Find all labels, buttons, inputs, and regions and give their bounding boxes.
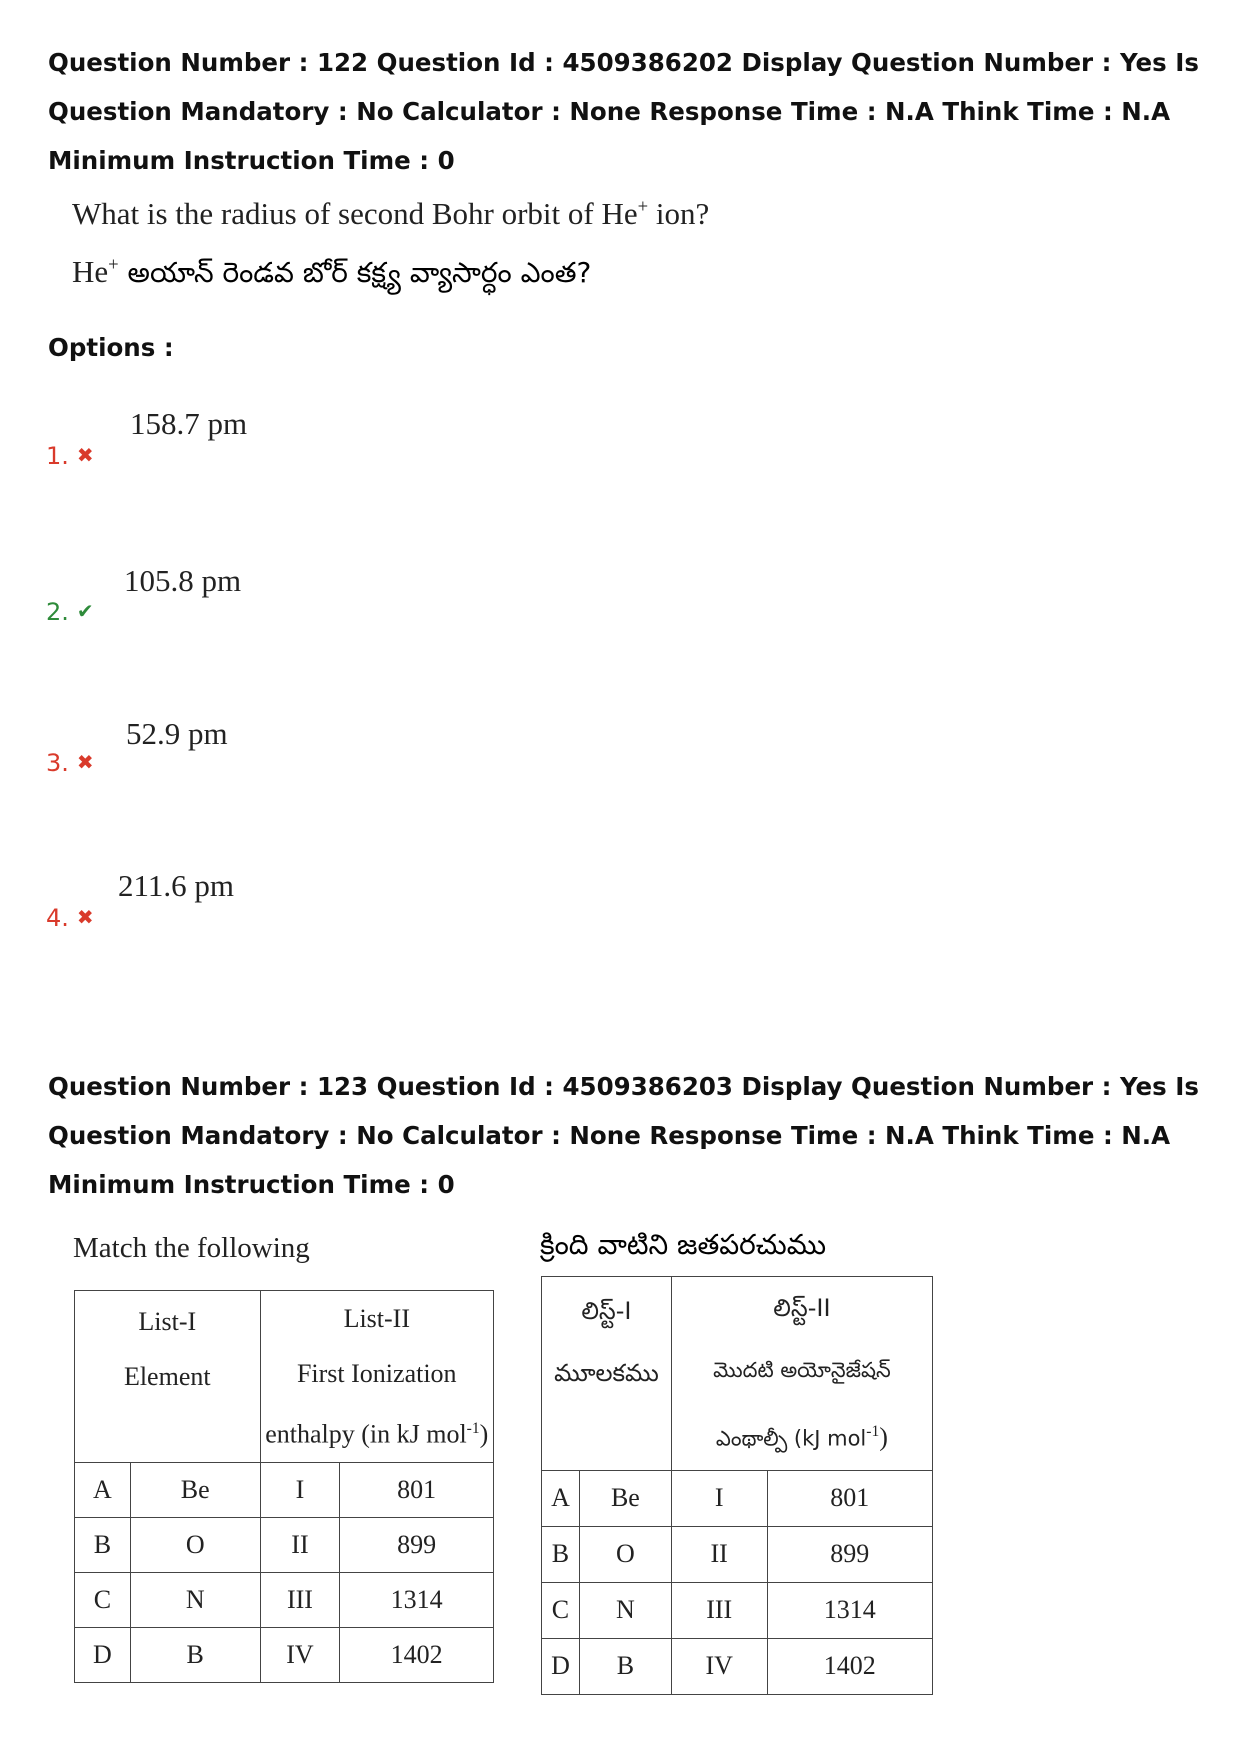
question-text-part: What is the radius of second Bohr orbit of He — [72, 196, 638, 231]
option-item — [46, 749, 94, 777]
option-item — [46, 904, 94, 932]
header-sublabel: మొదటి అయోనైజేషన్ — [713, 1358, 891, 1382]
option-text: 105.8 pm — [124, 563, 242, 598]
table-row — [75, 1517, 494, 1572]
table-header-list-2 — [671, 1277, 932, 1471]
cell-element: Be — [130, 1462, 260, 1517]
superscript: -1 — [466, 1420, 480, 1437]
unit-text: ) — [479, 1419, 489, 1449]
table-row — [542, 1638, 933, 1694]
unit-text: enthalpy (in kJ mol — [265, 1419, 467, 1449]
table-header-list-1 — [542, 1277, 672, 1471]
cell-list2-label: I — [671, 1470, 767, 1526]
question-text-part: ion? — [648, 196, 710, 231]
header-unit — [672, 1401, 932, 1470]
cell-list2-label: II — [671, 1526, 767, 1582]
match-caption-telugu: క్రింది వాటిని జతపరచుము — [540, 1228, 827, 1261]
option-number: 1. — [46, 442, 69, 470]
header-label: లిస్ట్-II — [773, 1294, 831, 1322]
cell-element: N — [579, 1582, 671, 1638]
option-text: 211.6 pm — [118, 868, 234, 903]
cell-list2-label: I — [260, 1462, 340, 1517]
option-number: 4. — [46, 904, 69, 932]
table-row — [75, 1627, 494, 1682]
cell-value: 1314 — [767, 1582, 932, 1638]
option-item — [46, 442, 94, 470]
header-sublabel: First Ionization — [296, 1359, 457, 1388]
cross-icon: ✖ — [76, 443, 94, 467]
header-unit — [261, 1401, 493, 1462]
table-row — [542, 1526, 933, 1582]
table-row — [542, 1470, 933, 1526]
question-text-part: అయాన్ రెండవ బోర్ కక్ష్య వ్యాసార్ధం ఎంత? — [118, 256, 592, 289]
cell-element: B — [130, 1627, 260, 1682]
superscript: + — [108, 254, 119, 276]
superscript: -1 — [866, 1423, 880, 1440]
cell-value: 899 — [340, 1517, 494, 1572]
cell-list1-label: B — [75, 1517, 131, 1572]
cell-value: 1402 — [340, 1627, 494, 1682]
cell-list1-label: D — [542, 1638, 580, 1694]
cell-value: 801 — [767, 1470, 932, 1526]
cell-list2-label: III — [671, 1582, 767, 1638]
cross-icon: ✖ — [76, 905, 94, 929]
cell-element: N — [130, 1572, 260, 1627]
superscript: + — [637, 196, 649, 218]
header-label: లిస్ట్-I — [581, 1297, 632, 1326]
option-number: 3. — [46, 749, 69, 777]
cell-list1-label: C — [75, 1572, 131, 1627]
header-label: List-II — [343, 1304, 410, 1333]
option-text: 158.7 pm — [130, 406, 248, 441]
match-caption-english: Match the following — [73, 1232, 310, 1264]
cell-element: O — [130, 1517, 260, 1572]
cell-element: Be — [579, 1470, 671, 1526]
cell-value: 801 — [340, 1462, 494, 1517]
cell-value: 1314 — [340, 1572, 494, 1627]
question-text-english — [72, 196, 709, 232]
cell-list2-label: IV — [260, 1627, 340, 1682]
header-label: List-I — [138, 1306, 197, 1336]
table-row — [75, 1572, 494, 1627]
table-header-list-2 — [260, 1291, 493, 1463]
header-sublabel: మూలకము — [554, 1359, 659, 1388]
header-sublabel: Element — [123, 1361, 211, 1391]
cross-icon: ✖ — [76, 750, 94, 774]
option-item — [46, 598, 94, 626]
cell-list1-label: A — [75, 1462, 131, 1517]
match-table-telugu — [541, 1276, 933, 1695]
cell-list1-label: D — [75, 1627, 131, 1682]
cell-list2-label: III — [260, 1572, 340, 1627]
cell-list1-label: B — [542, 1526, 580, 1582]
unit-text: ) — [879, 1422, 888, 1452]
table-row — [75, 1462, 494, 1517]
options-label: Options : — [48, 333, 174, 362]
cell-list2-label: IV — [671, 1638, 767, 1694]
option-number: 2. — [46, 598, 69, 626]
question-meta-123: Question Number : 123 Question Id : 4509386203 Display Question Number : Yes Is Question Mandatory : No Calculator : None Response Time : N.A Think Time : N.A Minimum Instruction Time : 0 — [48, 1072, 1199, 1199]
cell-element: O — [579, 1526, 671, 1582]
cell-value: 1402 — [767, 1638, 932, 1694]
cell-list2-label: II — [260, 1517, 340, 1572]
option-text: 52.9 pm — [126, 716, 228, 751]
question-meta-122: Question Number : 122 Question Id : 4509386202 Display Question Number : Yes Is Question Mandatory : No Calculator : None Response Time : N.A Think Time : N.A Minimum Instruction Time : 0 — [48, 48, 1199, 175]
question-text-telugu — [72, 254, 591, 296]
cell-list1-label: A — [542, 1470, 580, 1526]
cell-element: B — [579, 1638, 671, 1694]
question-text-part: He — [72, 254, 109, 289]
match-table-english — [74, 1290, 494, 1683]
unit-text: ఎంథాల్పీ (kJ mol — [715, 1426, 867, 1451]
cell-value: 899 — [767, 1526, 932, 1582]
table-row — [542, 1582, 933, 1638]
table-header-list-1 — [75, 1291, 261, 1463]
check-icon: ✔ — [76, 599, 94, 623]
cell-list1-label: C — [542, 1582, 580, 1638]
